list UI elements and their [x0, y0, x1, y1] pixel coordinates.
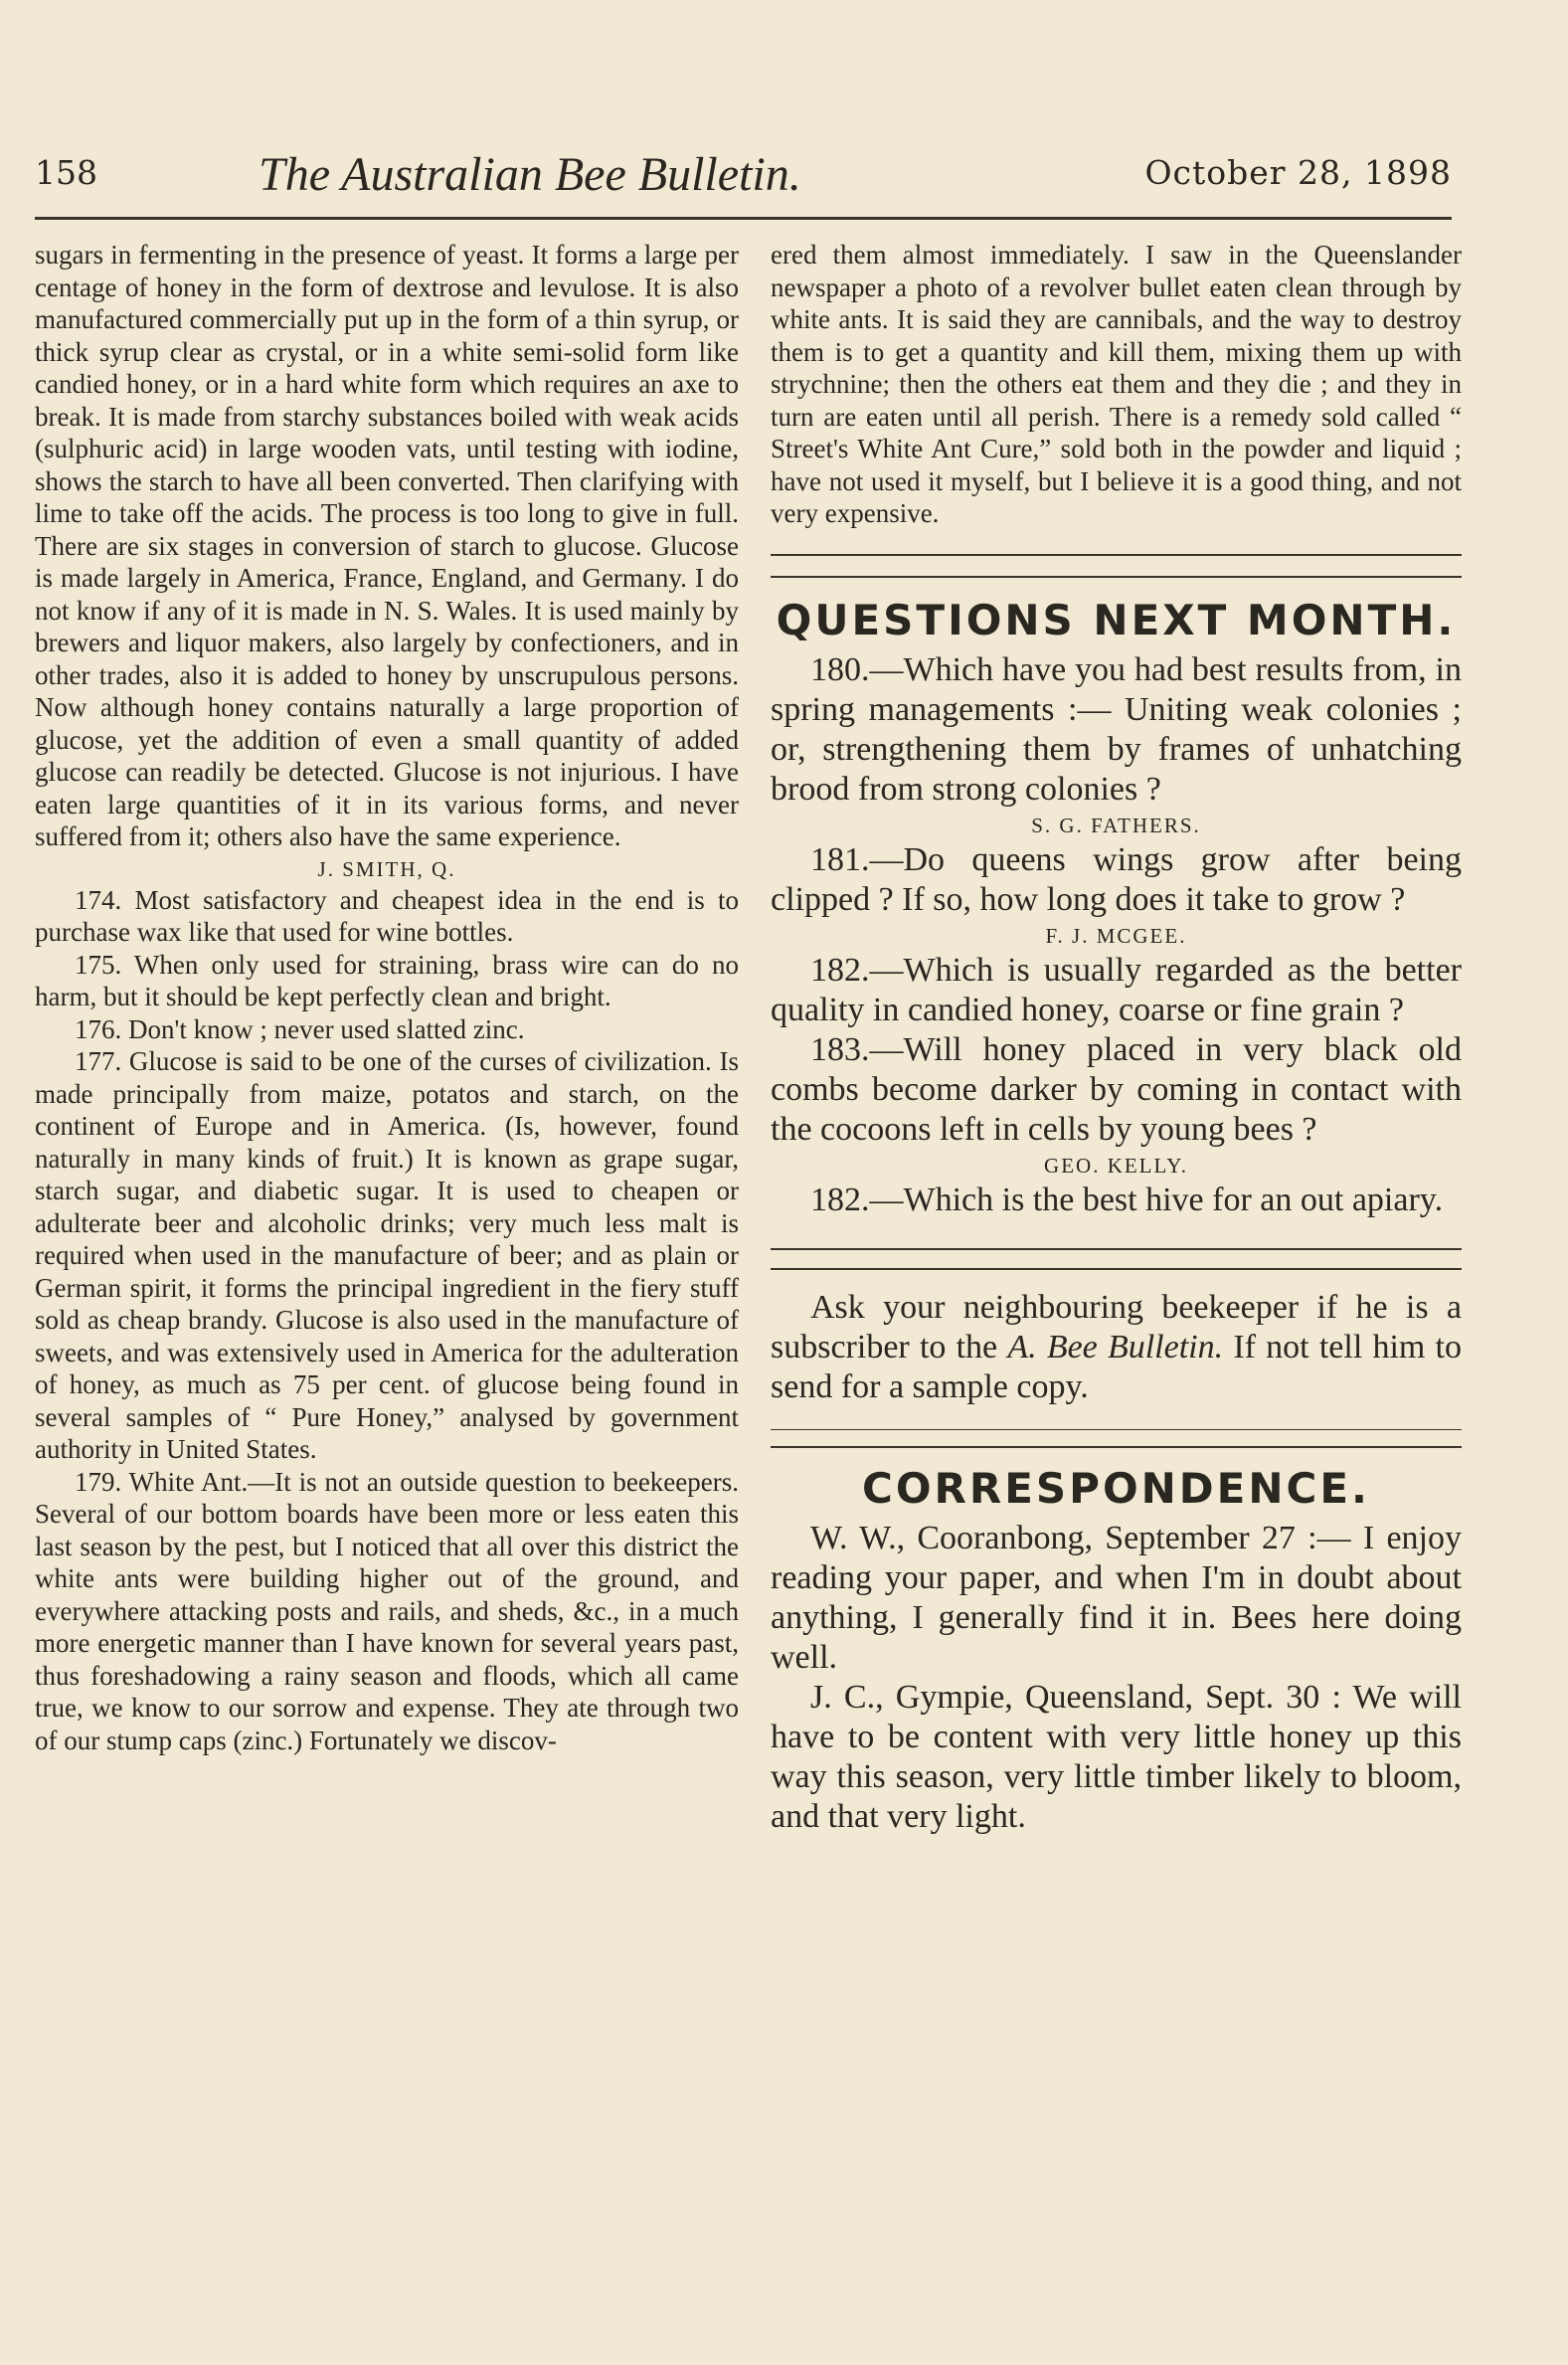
article-continuation: ered them almost immediately. I saw in the Queenslander newspaper a photo of a revolver bullet eaten clean through by white ants. It is said they are cannibals, and the way to destroy them is to get a quantity and kill them, mixing them up with strychnine; then the others eat them and they die ; and they in turn are eaten until all perish. There is a remedy sold called “ Street's White Ant Cure,” sold both in the powder and liquid ; have not used it myself, but I believe it is a good thing, and not very expensive.: [771, 240, 1462, 528]
right-column: [771, 239, 1462, 1837]
signature: S. G. FATHERS.: [1031, 813, 1201, 837]
question-182: 182.—Which is usually regarded as the better quality in candied honey, coarse or fine grain ?: [771, 951, 1462, 1028]
notice-text: Ask your neighbouring beekeeper if he is a subscriber to the: [771, 1288, 1462, 1365]
page-header: [35, 147, 1452, 207]
correspondence-letter: W. W., Cooranbong, September 27 :— I enjoy reading your paper, and when I'm in doubt about anything, I generally find it in. Bees here doing well.: [771, 1519, 1462, 1676]
questions-heading: QUESTIONS NEXT MONTH.: [776, 595, 1457, 644]
answer-175: 175. When only used for straining, brass wire can do no harm, but it should be kept perfectly clean and bright.: [35, 949, 739, 1011]
question-182b: 182.—Which is the best hive for an out apiary.: [810, 1181, 1444, 1218]
subscriber-notice: [771, 1288, 1462, 1407]
answer-177: 177. Glucose is said to be one of the curses of civilization. Is made principally from maize, potatos and starch, on the continent of Europe and in America. (Is, however, found naturally in many kinds of fruit.) It is known as grape sugar, starch sugar, and diabetic sugar. It is used to cheapen or adulterate beer and alcoholic drinks; very much less malt is required when used in the manufacture of beer; and as plain or German spirit, it forms the principal ingredient in the fiery stuff sold as cheap brandy. Glucose is also used in the manufacture of sweets, and was extensively used in America for the adulteration of honey, as much as 75 per cent. of glucose being found in several samples of “ Pure Honey,” analysed by government authority in United States.: [35, 1046, 739, 1464]
answer-179: 179. White Ant.—It is not an outside question to beekeepers. Several of our bottom boards have been more or less eaten this last season by the pest, but I noticed that all over this district the white ants were building higher out of the ground, and everywhere attacking posts and rails, and sheds, &c., in a much more energetic manner than I have known for several years past, thus foreshadowing a rainy season and floods, which all came true, we know to our sorrow and expense. They ate through two of our stump caps (zinc.) Fortunately we discov-: [35, 1466, 739, 1755]
header-rule: [35, 217, 1452, 220]
signature: F. J. MCGEE.: [1045, 923, 1187, 948]
publication-title: The Australian Bee Bulletin.: [259, 148, 801, 201]
left-column: [35, 239, 739, 1756]
correspondence-letter: J. C., Gympie, Queensland, Sept. 30 : We will have to be content with very little honey up this way this season, very little timber likely to bloom, and that very light.: [771, 1678, 1462, 1835]
notice-text: If not tell him to send for a sample copy.: [771, 1328, 1463, 1405]
correspondence-heading: CORRESPONDENCE.: [862, 1463, 1370, 1513]
question-183: 183.—Will honey placed in very black old combs become darker by coming in contact with the cocoons left in cells by young bees ?: [771, 1030, 1462, 1148]
question-181: 181.—Do queens wings grow after being clipped ? If so, how long does it take to grow ?: [771, 840, 1462, 918]
page-number: 158: [35, 153, 97, 192]
notice-publication: A. Bee Bulletin.: [1007, 1328, 1224, 1365]
signature: J. SMITH, Q.: [317, 856, 456, 881]
question-180: 180.—Which have you had best results from, in spring managements :— Uniting weak colonies ; or, strengthening them by frames of unhatching brood from strong colonies ?: [771, 650, 1462, 808]
answer-176: 176. Don't know ; never used slatted zinc.: [75, 1013, 525, 1044]
signature: GEO. KELLY.: [1044, 1153, 1188, 1178]
answer-174: 174. Most satisfactory and cheapest idea in the end is to purchase wax like that used for wine bottles.: [35, 884, 739, 947]
article-paragraph: sugars in fermenting in the presence of yeast. It forms a large per centage of honey in the form of dextrose and levulose. It is also manufactured commercially put up in the form of a thin syrup, or thick syrup clear as crystal, or in a white semi-solid form like candied honey, or in a hard white form which requires an axe to break. It is made from starchy substances boiled with weak acids (sulphuric acid) in large wooden vats, until testing with iodine, shows the starch to have all been converted. Then clarifying with lime to take off the acids. The process is too long to give in full. There are six stages in conversion of starch to glucose. Glucose is made largely in America, France, England, and Germany. I do not know if any of it is made in N. S. Wales. It is used mainly by brewers and liquor makers, also largely by confectioners, and in other trades, also it is added to honey by unscrupulous persons. Now although honey contains naturally a large proportion of glucose, yet the addition of even a small quantity of added glucose can readily be detected. Glucose is not injurious. I have eaten large quantities of it in its various forms, and never suffered from it; others also have the same experience.: [35, 240, 739, 851]
issue-date: October 28, 1898: [1144, 153, 1452, 192]
